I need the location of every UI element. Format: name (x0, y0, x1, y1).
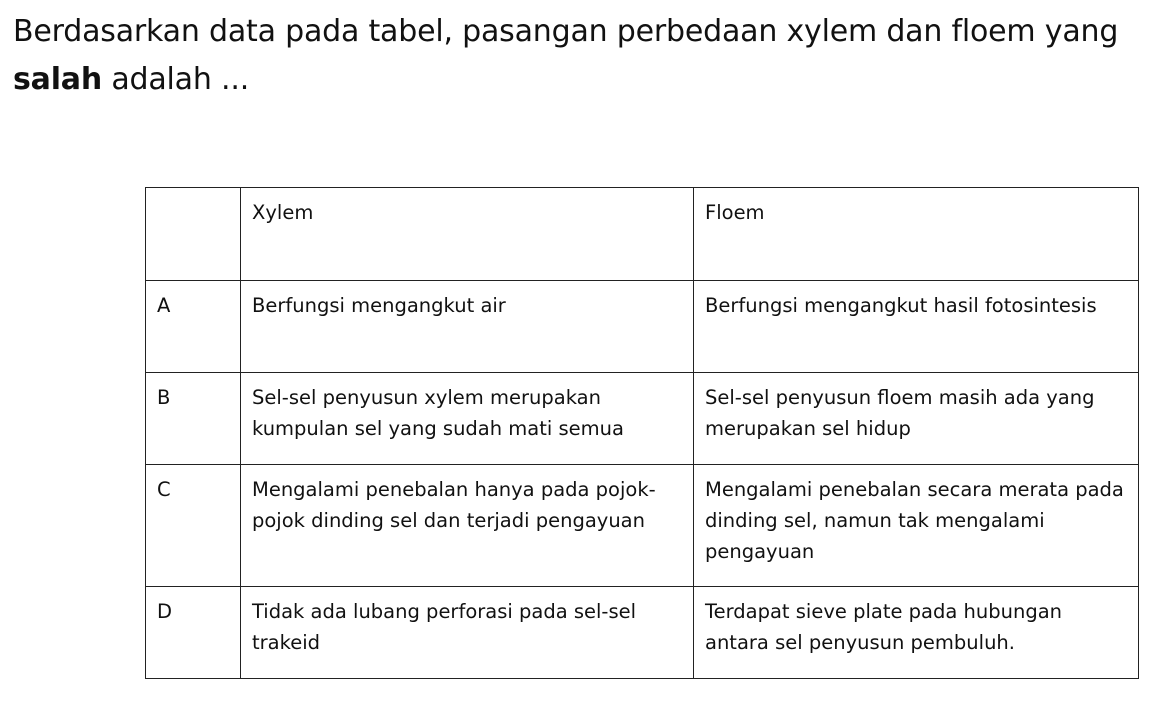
header-cell-blank (146, 188, 241, 281)
xylem-cell: Tidak ada lubang perforasi pada sel-sel trakeid (241, 587, 694, 679)
row-label: C (146, 465, 241, 587)
xylem-cell: Sel-sel penyusun xylem merupakan kumpulan sel yang sudah mati semua (241, 373, 694, 465)
xylem-cell: Berfungsi mengangkut air (241, 281, 694, 373)
row-label: B (146, 373, 241, 465)
xylem-cell: Mengalami penebalan hanya pada pojok-pojok dinding sel dan terjadi pengayuan (241, 465, 694, 587)
question-part-2: adalah ... (102, 62, 250, 97)
table-row (146, 465, 1139, 587)
row-label: D (146, 587, 241, 679)
floem-cell: Mengalami penebalan secara merata pada dinding sel, namun tak mengalami pengayuan (694, 465, 1139, 587)
comparison-table (145, 187, 1139, 679)
header-cell-xylem: Xylem (241, 188, 694, 281)
question-part-1: Berdasarkan data pada tabel, pasangan perbedaan xylem dan floem yang (13, 14, 1119, 49)
floem-cell: Sel-sel penyusun floem masih ada yang merupakan sel hidup (694, 373, 1139, 465)
table-row (146, 281, 1139, 373)
floem-cell: Terdapat sieve plate pada hubungan antara sel penyusun pembuluh. (694, 587, 1139, 679)
table-row (146, 373, 1139, 465)
floem-cell: Berfungsi mengangkut hasil fotosintesis (694, 281, 1139, 373)
table-header-row (146, 188, 1139, 281)
question-text (13, 8, 1163, 104)
table-row (146, 587, 1139, 679)
question-emphasis: salah (13, 62, 102, 97)
row-label: A (146, 281, 241, 373)
header-cell-floem: Floem (694, 188, 1139, 281)
